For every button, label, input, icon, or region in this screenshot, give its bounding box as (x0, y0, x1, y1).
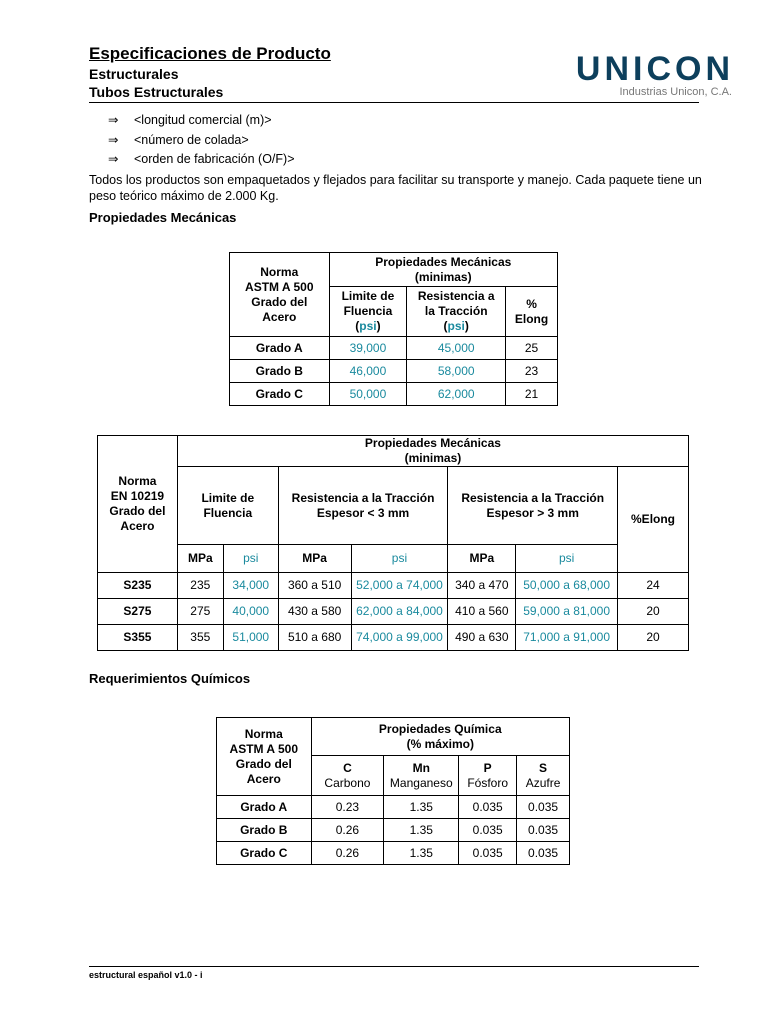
logo-company-name: Industrias Unicon, C.A. (619, 86, 732, 98)
page-footer: estructural español v1.0 - i (89, 966, 699, 980)
table-row: Grado C 0.26 1.35 0.035 0.035 (217, 842, 570, 865)
list-item: ⇒ <orden de fabricación (O/F)> (108, 150, 295, 170)
arrow-icon: ⇒ (108, 113, 119, 127)
table-row: Grado B 46,000 58,000 23 (230, 360, 558, 383)
unit-psi: psi (516, 545, 618, 573)
group-header: Propiedades Mecánicas (minimas) (329, 253, 557, 287)
table-en-mechanical (97, 435, 689, 651)
arrow-icon: ⇒ (108, 152, 119, 166)
table-row: Grado B 0.26 1.35 0.035 0.035 (217, 819, 570, 842)
unit-psi: psi (223, 545, 278, 573)
table-row: S275 275 40,000 430 a 580 62,000 a 84,000 410 a 560 59,000 a 81,000 20 (98, 599, 689, 625)
norma-header: Norma ASTM A 500 Grado del Acero (230, 253, 330, 337)
document-subtitle-category: Estructurales (89, 66, 179, 82)
tensile-header: Resistencia a la Tracción (psi) (407, 287, 506, 337)
yield-header: Limite de Fluencia (psi) (329, 287, 407, 337)
tensile-thin-header: Resistencia a la Tracción Espesor < 3 mm (278, 467, 448, 545)
document-subtitle-product: Tubos Estructurales (89, 84, 224, 100)
arrow-icon: ⇒ (108, 132, 119, 147)
section-heading-mechanical: Propiedades Mecánicas (89, 210, 237, 225)
table-row: S235 235 34,000 360 a 510 52,000 a 74,000 340 a 470 50,000 a 68,000 24 (98, 573, 689, 599)
manganese-header: Mn Manganeso (384, 756, 459, 796)
table-row: Grado A 0.23 1.35 0.035 0.035 (217, 796, 570, 819)
elong-header: % Elong (506, 287, 558, 337)
table-row: Grado A 39,000 45,000 25 (230, 337, 558, 360)
yield-header: Limite de Fluencia (177, 467, 278, 545)
table-astm-mechanical (229, 252, 558, 406)
logo-wordmark: UNICON (575, 50, 734, 88)
elong-header: %Elong (618, 467, 689, 573)
unit-mpa: MPa (278, 545, 351, 573)
marking-list (108, 111, 295, 170)
list-item: ⇒ <número de colada> (108, 131, 295, 151)
unit-psi: psi (351, 545, 448, 573)
section-heading-chemical: Requerimientos Químicos (89, 671, 251, 686)
table-row: Grado C 50,000 62,000 21 (230, 383, 558, 406)
table-row: S355 355 51,000 510 a 680 74,000 a 99,000 490 a 630 71,000 a 91,000 20 (98, 625, 689, 651)
document-title: Especificaciones de Producto (89, 44, 331, 63)
carbon-header: C Carbono (311, 756, 384, 796)
packaging-paragraph: Todos los productos son empaquetados y flejados para facilitar su transporte y manejo. Cada paquete tiene un peso teórico máximo de 2.000 Kg. (89, 173, 702, 203)
unit-mpa: MPa (177, 545, 223, 573)
sulfur-header: S Azufre (517, 756, 570, 796)
tensile-thick-header: Resistencia a la Tracción Espesor > 3 mm (448, 467, 618, 545)
norma-header: Norma EN 10219 Grado del Acero (98, 436, 178, 573)
company-logo (554, 52, 734, 102)
group-header: Propiedades Química (% máximo) (311, 718, 569, 756)
list-item: ⇒ <longitud comercial (m)> (108, 111, 295, 131)
unit-mpa: MPa (448, 545, 516, 573)
norma-header: Norma ASTM A 500 Grado del Acero (217, 718, 312, 796)
table-chemical (216, 717, 570, 865)
phosphorus-header: P Fósforo (459, 756, 517, 796)
group-header: Propiedades Mecánicas (minimas) (177, 436, 688, 467)
